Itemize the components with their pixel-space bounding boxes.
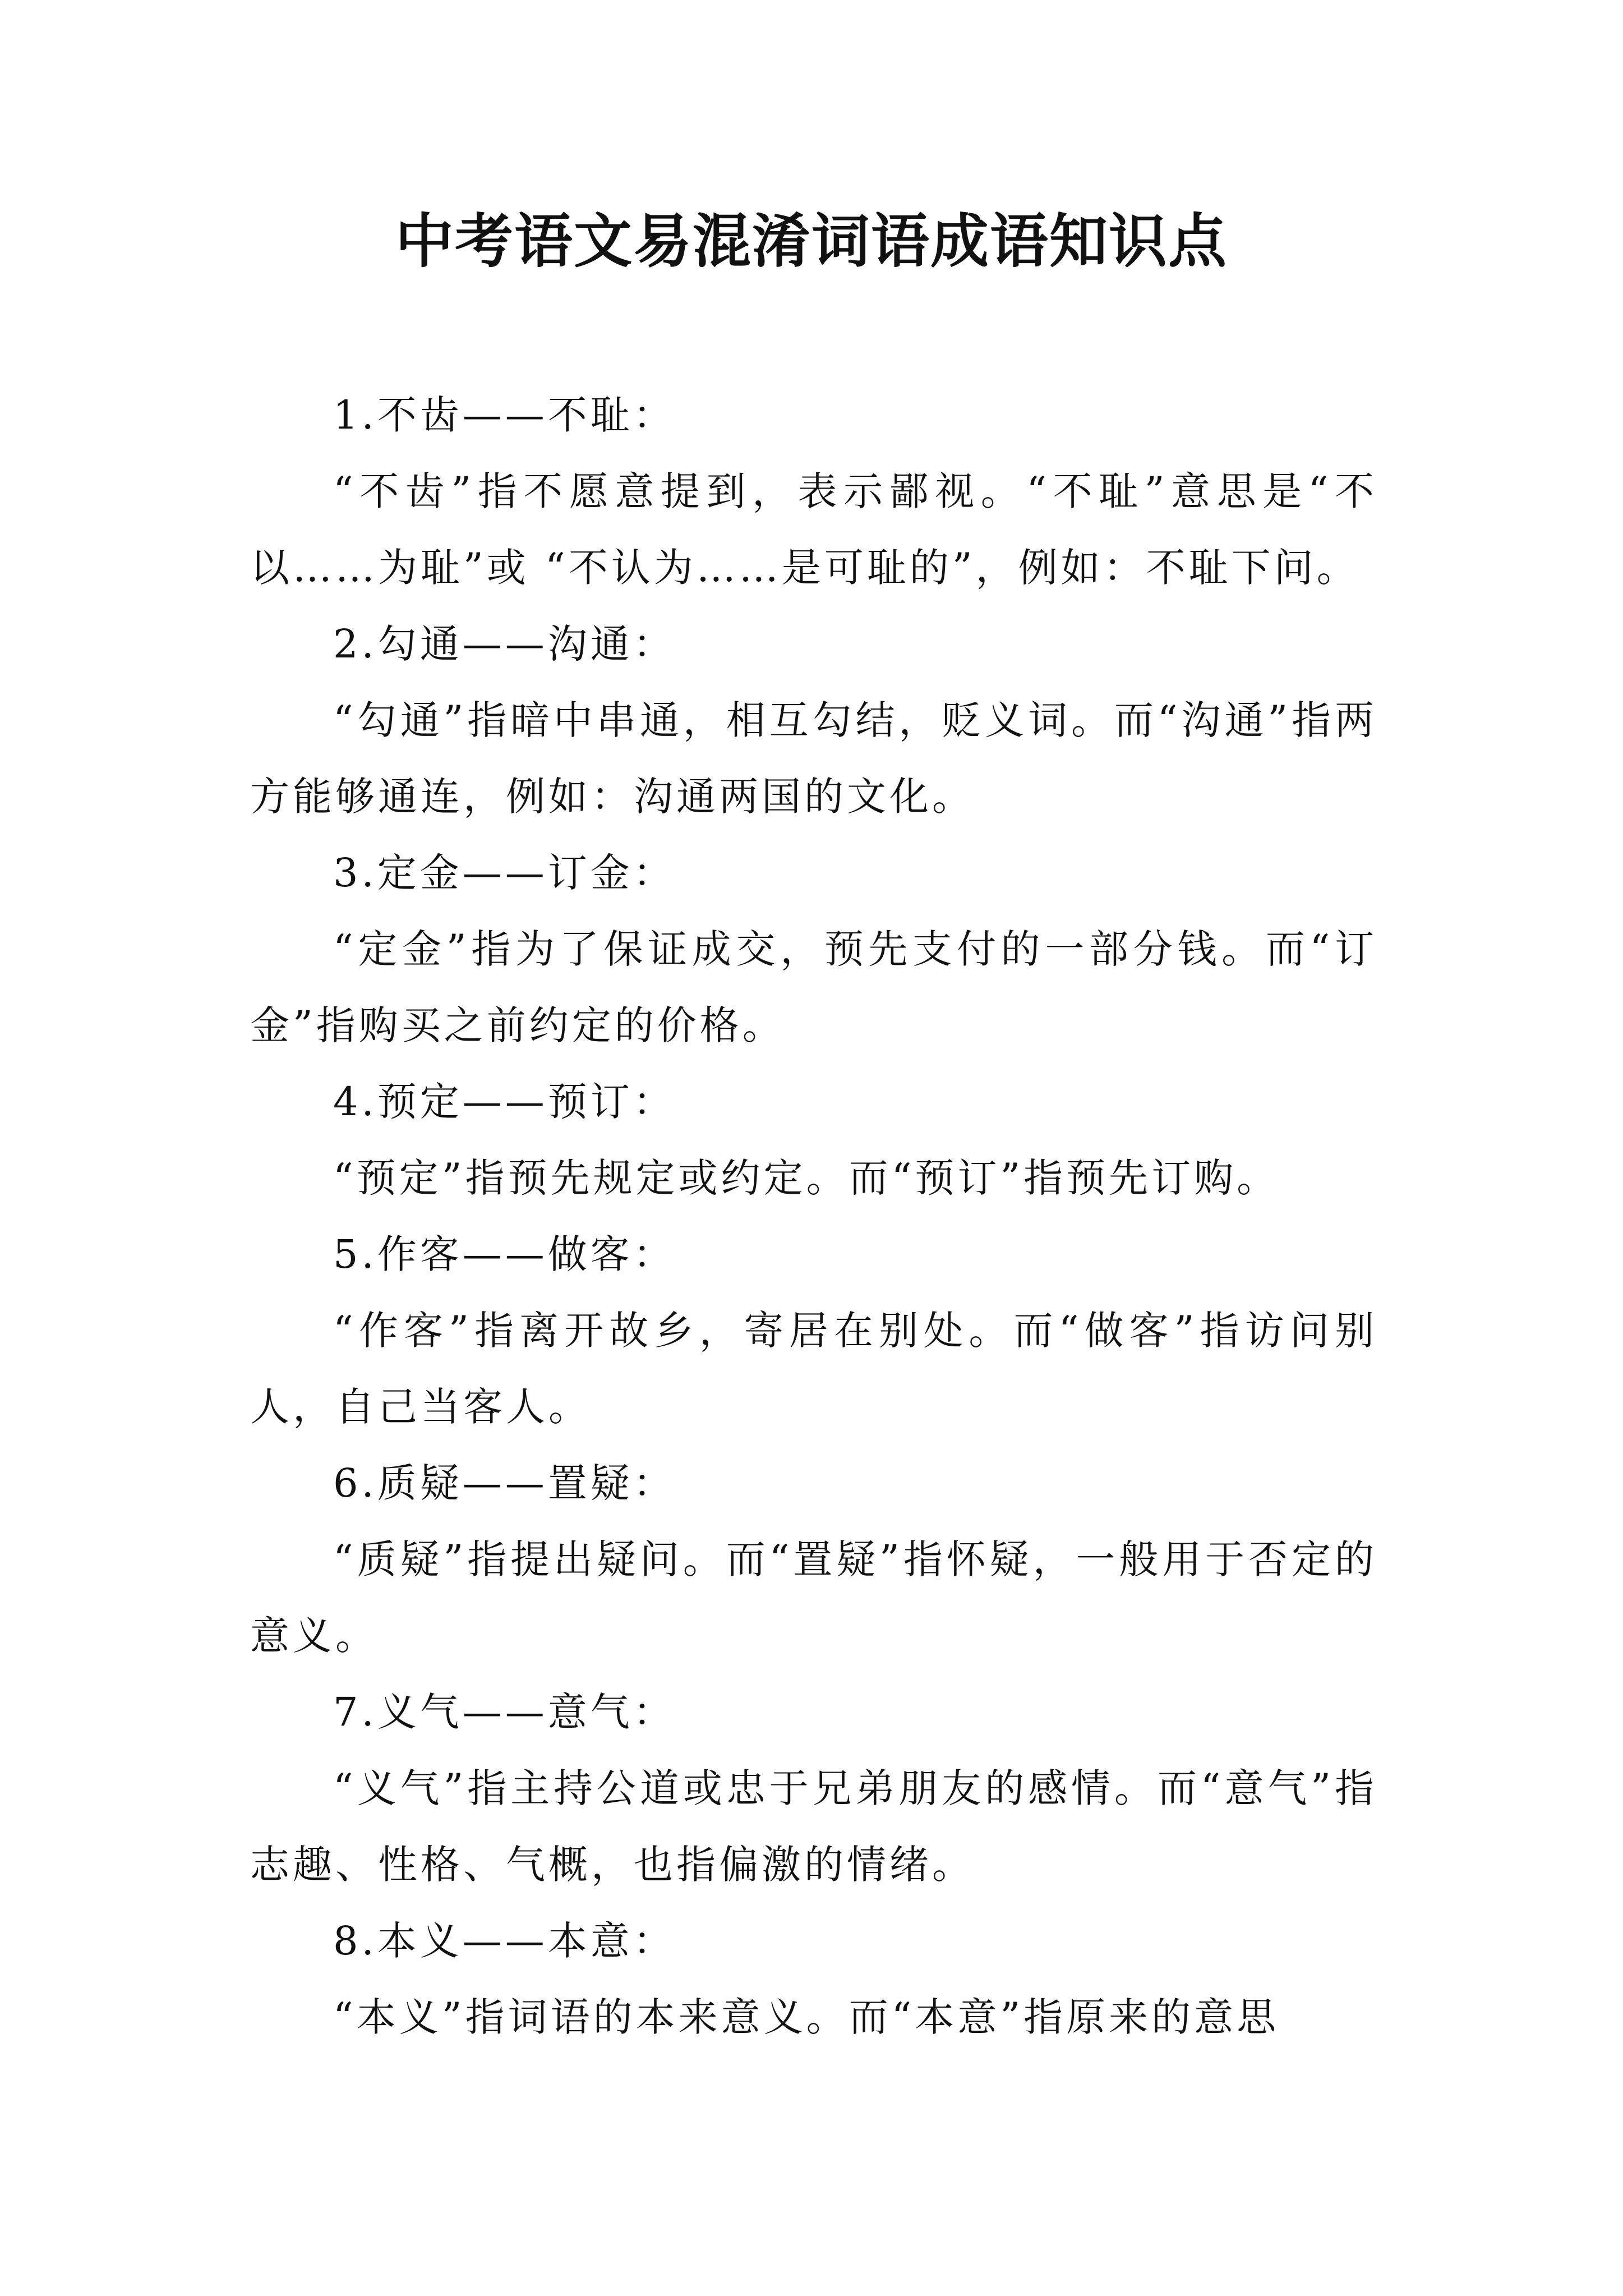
explanation-8: “本义”指词语的本来意义。而“本意”指原来的意思 [333,1994,1280,2040]
document-body [250,377,1377,2055]
explanation-1: “不齿”指不愿意提到，表示鄙视。“不耻”意思是“不以……为耻”或 “不认为……是可耻的”，例如：不耻下问。 [250,468,1377,591]
heading-1: 1.不齿——不耻： [333,392,676,438]
explanation-6: “质疑”指提出疑问。而“置疑”指怀疑，一般用于否定的意义。 [250,1536,1377,1659]
heading-5: 5.作客——做客： [333,1231,676,1277]
heading-7: 7.义气——意气： [333,1689,676,1735]
heading-4: 4.预定——预订： [333,1079,676,1125]
explanation-3: “定金”指为了保证成交，预先支付的一部分钱。而“订金”指购买之前约定的价格。 [250,926,1377,1048]
heading-2: 2.勾通——沟通： [333,621,676,667]
heading-3: 3.定金——订金： [333,850,676,896]
explanation-2: “勾通”指暗中串通，相互勾结，贬义词。而“沟通”指两方能够通连，例如：沟通两国的文化。 [250,697,1377,820]
document-title: 中考语文易混淆词语成语知识点 [395,206,1228,275]
heading-8: 8.本义——本意： [333,1918,676,1964]
explanation-5: “作客”指离开故乡，寄居在别处。而“做客”指访问别人，自己当客人。 [250,1308,1377,1430]
heading-6: 6.质疑——置疑： [333,1460,676,1506]
explanation-4: “预定”指预先规定或约定。而“预订”指预先订购。 [333,1155,1280,1201]
explanation-7: “义气”指主持公道或忠于兄弟朋友的感情。而“意气”指志趣、性格、气概，也指偏激的情绪。 [250,1765,1377,1888]
